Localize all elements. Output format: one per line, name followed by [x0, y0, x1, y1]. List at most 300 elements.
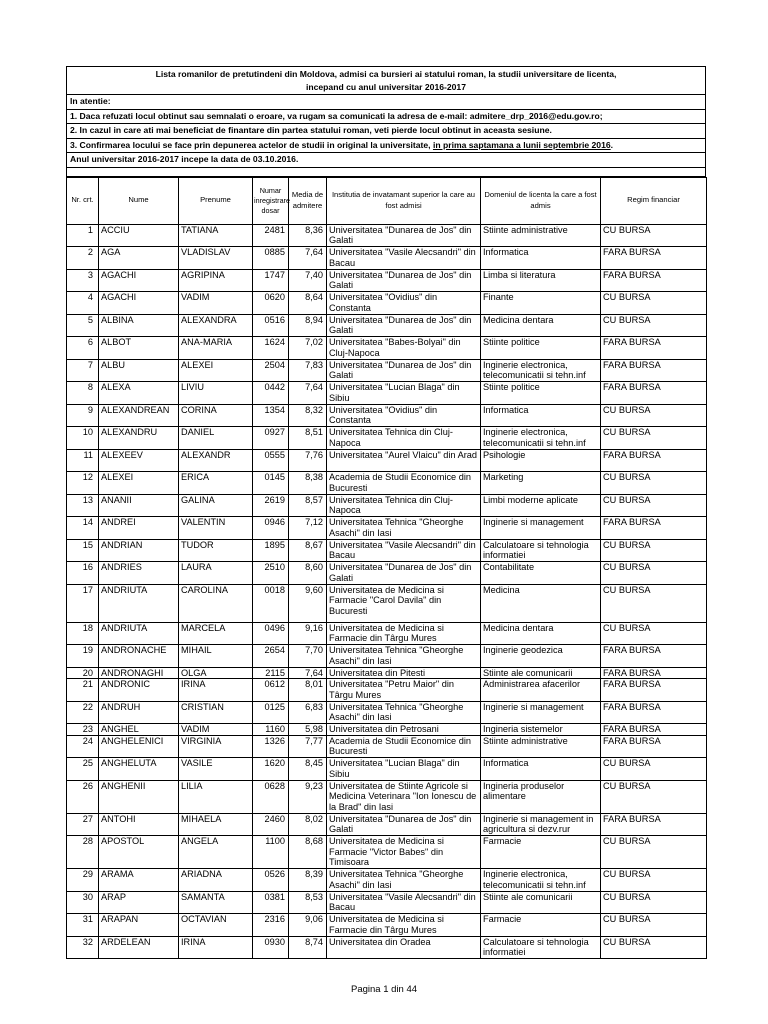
cell-nr: 22 — [67, 701, 99, 724]
cell-nume: ARAMA — [99, 869, 179, 892]
cell-nume: ANGHEL — [99, 724, 179, 736]
cell-prenume: CRISTIAN — [179, 701, 253, 724]
cell-regim: FARA BURSA — [601, 449, 707, 472]
cell-nr: 19 — [67, 645, 99, 668]
cell-dosar: 0526 — [253, 869, 289, 892]
cell-media: 7,12 — [289, 517, 327, 540]
cell-prenume: ARIADNA — [179, 869, 253, 892]
cell-nr: 2 — [67, 247, 99, 270]
cell-institutia: Universitatea de Medicina si Farmacie din Târgu Mures — [327, 914, 481, 937]
col-header-nume: Nume — [99, 177, 179, 224]
cell-dosar: 0018 — [253, 584, 289, 622]
cell-institutia: Universitatea "Ovidius" din Constanta — [327, 404, 481, 427]
cell-nr: 5 — [67, 314, 99, 337]
cell-regim: CU BURSA — [601, 780, 707, 813]
cell-regim: CU BURSA — [601, 224, 707, 247]
cell-nr: 13 — [67, 494, 99, 517]
cell-regim: FARA BURSA — [601, 724, 707, 736]
cell-institutia: Academia de Studii Economice din Bucuresti — [327, 735, 481, 758]
table-row — [67, 337, 707, 360]
cell-prenume: SAMANTA — [179, 891, 253, 914]
cell-domeniul: Inginerie electronica, telecomunicatii si tehn.inf — [481, 869, 601, 892]
table-row — [67, 494, 707, 517]
year-note: Anul universitar 2016-2017 incepe la data de 03.10.2016. — [67, 153, 706, 168]
cell-nume: ALEXANDREAN — [99, 404, 179, 427]
cell-regim: FARA BURSA — [601, 645, 707, 668]
cell-dosar: 0628 — [253, 780, 289, 813]
cell-institutia: Universitatea "Dunarea de Jos" din Galati — [327, 224, 481, 247]
cell-regim: FARA BURSA — [601, 337, 707, 360]
cell-nr: 3 — [67, 269, 99, 292]
cell-prenume: CAROLINA — [179, 584, 253, 622]
cell-institutia: Universitatea Tehnica "Gheorghe Asachi" din Iasi — [327, 869, 481, 892]
cell-prenume: LILIA — [179, 780, 253, 813]
cell-nume: AGA — [99, 247, 179, 270]
cell-prenume: VIRGINIA — [179, 735, 253, 758]
cell-nr: 17 — [67, 584, 99, 622]
cell-dosar: 0930 — [253, 936, 289, 959]
cell-media: 8,45 — [289, 758, 327, 781]
cell-nr: 16 — [67, 562, 99, 585]
cell-media: 9,60 — [289, 584, 327, 622]
cell-institutia: Universitatea de Stiinte Agricole si Medicina Veterinara "Ion Ionescu de la Brad" din Iasi — [327, 780, 481, 813]
cell-dosar: 2115 — [253, 667, 289, 679]
cell-media: 7,64 — [289, 382, 327, 405]
cell-media: 8,02 — [289, 813, 327, 836]
cell-nume: ANDREI — [99, 517, 179, 540]
cell-domeniul: Informatica — [481, 758, 601, 781]
cell-nr: 11 — [67, 449, 99, 472]
cell-nr: 6 — [67, 337, 99, 360]
cell-media: 8,94 — [289, 314, 327, 337]
cell-dosar: 1620 — [253, 758, 289, 781]
note-1: 1. Daca refuzati locul obtinut sau semnalati o eroare, va rugam sa comunicati la adresa de e-mail: admitere_drp_2016@edu.gov.ro; — [67, 109, 706, 124]
col-header-nr: Nr. crt. — [67, 177, 99, 224]
cell-regim: CU BURSA — [601, 584, 707, 622]
cell-nume: ARAP — [99, 891, 179, 914]
cell-institutia: Universitatea "Petru Maior" din Târgu Mures — [327, 679, 481, 702]
cell-nume: ALBOT — [99, 337, 179, 360]
note-3-underlined: in prima saptamana a lunii septembrie 2016 — [432, 139, 611, 150]
table-row — [67, 914, 707, 937]
cell-institutia: Universitatea de Medicina si Farmacie din Târgu Mures — [327, 622, 481, 645]
cell-institutia: Universitatea de Medicina si Farmacie "Victor Babes" din Timisoara — [327, 836, 481, 869]
cell-nume: AGACHI — [99, 292, 179, 315]
cell-media: 5,98 — [289, 724, 327, 736]
cell-dosar: 2619 — [253, 494, 289, 517]
cell-institutia: Universitatea din Oradea — [327, 936, 481, 959]
cell-institutia: Universitatea din Pitesti — [327, 667, 481, 679]
document-sheet — [66, 66, 706, 959]
admitted-students-table — [66, 177, 707, 960]
col-header-prenume: Prenume — [179, 177, 253, 224]
cell-nr: 18 — [67, 622, 99, 645]
cell-domeniul: Stiinte ale comunicarii — [481, 667, 601, 679]
cell-dosar: 2481 — [253, 224, 289, 247]
cell-dosar: 0145 — [253, 472, 289, 495]
cell-nr: 30 — [67, 891, 99, 914]
cell-media: 8,32 — [289, 404, 327, 427]
cell-domeniul: Finante — [481, 292, 601, 315]
cell-domeniul: Stiinte ale comunicarii — [481, 891, 601, 914]
cell-media: 8,51 — [289, 427, 327, 450]
cell-domeniul: Inginerie electronica, telecomunicatii si tehn.inf — [481, 427, 601, 450]
cell-media: 7,64 — [289, 667, 327, 679]
cell-nr: 24 — [67, 735, 99, 758]
attention-label: In atentie: — [67, 95, 706, 110]
cell-media: 9,23 — [289, 780, 327, 813]
table-row — [67, 382, 707, 405]
cell-institutia: Universitatea Tehnica "Gheorghe Asachi" din Iasi — [327, 701, 481, 724]
cell-dosar: 1747 — [253, 269, 289, 292]
cell-regim: CU BURSA — [601, 836, 707, 869]
cell-nume: ANDRIUTA — [99, 584, 179, 622]
col-header-media: Media de admitere — [289, 177, 327, 224]
col-header-regim: Regim financiar — [601, 177, 707, 224]
table-row — [67, 724, 707, 736]
cell-prenume: IRINA — [179, 679, 253, 702]
cell-regim: FARA BURSA — [601, 359, 707, 382]
cell-domeniul: Stiinte administrative — [481, 224, 601, 247]
cell-dosar: 0442 — [253, 382, 289, 405]
cell-nume: ANDRIUTA — [99, 622, 179, 645]
cell-dosar: 2316 — [253, 914, 289, 937]
cell-domeniul: Inginerie si management in agricultura si dezv.rur — [481, 813, 601, 836]
col-header-institutia: Institutia de invatamant superior la care au fost admisi — [327, 177, 481, 224]
table-row — [67, 780, 707, 813]
cell-nr: 8 — [67, 382, 99, 405]
table-row — [67, 869, 707, 892]
cell-dosar: 1354 — [253, 404, 289, 427]
table-row — [67, 427, 707, 450]
cell-dosar: 0496 — [253, 622, 289, 645]
cell-nume: ANDRONAGHI — [99, 667, 179, 679]
cell-regim: FARA BURSA — [601, 269, 707, 292]
cell-prenume: ALEXEI — [179, 359, 253, 382]
cell-domeniul: Medicina dentara — [481, 622, 601, 645]
cell-media: 8,68 — [289, 836, 327, 869]
cell-domeniul: Limba si literatura — [481, 269, 601, 292]
cell-institutia: Universitatea "Vasile Alecsandri" din Bacau — [327, 891, 481, 914]
cell-prenume: ALEXANDR — [179, 449, 253, 472]
cell-institutia: Universitatea "Dunarea de Jos" din Galati — [327, 359, 481, 382]
cell-prenume: ERICA — [179, 472, 253, 495]
cell-institutia: Universitatea "Dunarea de Jos" din Galati — [327, 269, 481, 292]
table-row — [67, 645, 707, 668]
cell-prenume: OCTAVIAN — [179, 914, 253, 937]
cell-dosar: 0555 — [253, 449, 289, 472]
cell-nume: ALEXEEV — [99, 449, 179, 472]
cell-institutia: Academia de Studii Economice din Bucuresti — [327, 472, 481, 495]
cell-dosar: 0885 — [253, 247, 289, 270]
cell-prenume: MARCELA — [179, 622, 253, 645]
cell-institutia: Universitatea "Dunarea de Jos" din Galati — [327, 562, 481, 585]
note-3 — [67, 138, 706, 153]
note-3-text: 3. Confirmarea locului se face prin depunerea actelor de studii in original la universitate, — [70, 139, 433, 150]
cell-domeniul: Limbi moderne aplicate — [481, 494, 601, 517]
cell-nume: ANDRONIC — [99, 679, 179, 702]
cell-prenume: TUDOR — [179, 539, 253, 562]
cell-domeniul: Inginerie si management — [481, 517, 601, 540]
cell-regim: CU BURSA — [601, 562, 707, 585]
cell-nume: ARAPAN — [99, 914, 179, 937]
cell-nume: ANDRIES — [99, 562, 179, 585]
cell-nume: ANTOHI — [99, 813, 179, 836]
cell-institutia: Universitatea "Babes-Bolyai" din Cluj-Napoca — [327, 337, 481, 360]
cell-nr: 29 — [67, 869, 99, 892]
cell-nr: 28 — [67, 836, 99, 869]
cell-institutia: Universitatea "Lucian Blaga" din Sibiu — [327, 382, 481, 405]
notes-table — [66, 66, 706, 177]
cell-prenume: LAURA — [179, 562, 253, 585]
cell-dosar: 1624 — [253, 337, 289, 360]
cell-nr: 32 — [67, 936, 99, 959]
cell-regim: CU BURSA — [601, 494, 707, 517]
cell-dosar: 1100 — [253, 836, 289, 869]
cell-nume: ALEXA — [99, 382, 179, 405]
cell-domeniul: Contabilitate — [481, 562, 601, 585]
cell-domeniul: Calculatoare si tehnologia informatiei — [481, 539, 601, 562]
cell-media: 8,67 — [289, 539, 327, 562]
cell-prenume: IRINA — [179, 936, 253, 959]
cell-prenume: AGRIPINA — [179, 269, 253, 292]
table-row — [67, 936, 707, 959]
cell-domeniul: Marketing — [481, 472, 601, 495]
cell-nr: 25 — [67, 758, 99, 781]
cell-domeniul: Inginerie electronica, telecomunicatii si tehn.inf — [481, 359, 601, 382]
cell-domeniul: Psihologie — [481, 449, 601, 472]
cell-domeniul: Stiinte administrative — [481, 735, 601, 758]
cell-media: 8,64 — [289, 292, 327, 315]
cell-domeniul: Medicina — [481, 584, 601, 622]
cell-regim: CU BURSA — [601, 404, 707, 427]
cell-media: 8,53 — [289, 891, 327, 914]
cell-regim: FARA BURSA — [601, 701, 707, 724]
cell-institutia: Universitatea de Medicina si Farmacie "Carol Davila" din Bucuresti — [327, 584, 481, 622]
cell-prenume: VADIM — [179, 724, 253, 736]
table-row — [67, 449, 707, 472]
cell-prenume: MIHAIL — [179, 645, 253, 668]
cell-media: 7,76 — [289, 449, 327, 472]
cell-institutia: Universitatea Tehnica din Cluj-Napoca — [327, 494, 481, 517]
cell-media: 8,01 — [289, 679, 327, 702]
cell-nr: 27 — [67, 813, 99, 836]
table-row — [67, 292, 707, 315]
cell-nume: ALEXEI — [99, 472, 179, 495]
cell-dosar: 0620 — [253, 292, 289, 315]
table-row — [67, 314, 707, 337]
cell-domeniul: Calculatoare si tehnologia informatiei — [481, 936, 601, 959]
table-row — [67, 517, 707, 540]
cell-domeniul: Farmacie — [481, 836, 601, 869]
cell-prenume: LIVIU — [179, 382, 253, 405]
cell-media: 8,74 — [289, 936, 327, 959]
cell-domeniul: Ingineria sistemelor — [481, 724, 601, 736]
cell-regim: CU BURSA — [601, 539, 707, 562]
cell-dosar: 0927 — [253, 427, 289, 450]
cell-media: 8,36 — [289, 224, 327, 247]
title-line-2: incepand cu anul universitar 2016-2017 — [305, 81, 466, 92]
cell-dosar: 0381 — [253, 891, 289, 914]
cell-media: 9,06 — [289, 914, 327, 937]
cell-institutia: Universitatea "Dunarea de Jos" din Galati — [327, 314, 481, 337]
cell-nr: 21 — [67, 679, 99, 702]
cell-nume: ARDELEAN — [99, 936, 179, 959]
cell-prenume: VALENTIN — [179, 517, 253, 540]
table-row — [67, 701, 707, 724]
cell-prenume: OLGA — [179, 667, 253, 679]
table-row — [67, 404, 707, 427]
cell-regim: CU BURSA — [601, 427, 707, 450]
cell-nr: 20 — [67, 667, 99, 679]
table-row — [67, 359, 707, 382]
page-number: Pagina 1 din 44 — [350, 984, 418, 995]
cell-dosar: 1326 — [253, 735, 289, 758]
title-line-1: Lista romanilor de pretutindeni din Moldova, admisi ca bursieri ai statului roman, la studii universitare de licenta, — [155, 69, 617, 79]
table-row — [67, 584, 707, 622]
table-row — [67, 758, 707, 781]
cell-dosar: 0946 — [253, 517, 289, 540]
table-row — [67, 562, 707, 585]
cell-nr: 1 — [67, 224, 99, 247]
cell-media: 8,38 — [289, 472, 327, 495]
cell-institutia: Universitatea Tehnica din Cluj-Napoca — [327, 427, 481, 450]
cell-regim: CU BURSA — [601, 314, 707, 337]
cell-dosar: 2510 — [253, 562, 289, 585]
cell-prenume: DANIEL — [179, 427, 253, 450]
cell-prenume: VADIM — [179, 292, 253, 315]
cell-nr: 9 — [67, 404, 99, 427]
col-header-domeniul: Domeniul de licenta la care a fost admis — [481, 177, 601, 224]
cell-domeniul: Informatica — [481, 247, 601, 270]
cell-institutia: Universitatea "Vasile Alecsandri" din Bacau — [327, 247, 481, 270]
cell-regim: FARA BURSA — [601, 247, 707, 270]
cell-media: 7,64 — [289, 247, 327, 270]
cell-nume: ANGHENII — [99, 780, 179, 813]
table-row — [67, 891, 707, 914]
cell-nr: 15 — [67, 539, 99, 562]
cell-regim: FARA BURSA — [601, 667, 707, 679]
cell-dosar: 0125 — [253, 701, 289, 724]
table-row — [67, 269, 707, 292]
header-row — [67, 177, 707, 224]
cell-institutia: Universitatea Tehnica "Gheorghe Asachi" din Iasi — [327, 517, 481, 540]
cell-regim: CU BURSA — [601, 914, 707, 937]
cell-nr: 23 — [67, 724, 99, 736]
table-body — [67, 224, 707, 959]
cell-nume: ALEXANDRU — [99, 427, 179, 450]
cell-prenume: VASILE — [179, 758, 253, 781]
table-row — [67, 667, 707, 679]
cell-nume: ANDRIAN — [99, 539, 179, 562]
cell-dosar: 2654 — [253, 645, 289, 668]
document-title — [67, 67, 706, 95]
cell-regim: FARA BURSA — [601, 382, 707, 405]
table-row — [67, 622, 707, 645]
cell-institutia: Universitatea Tehnica "Gheorghe Asachi" din Iasi — [327, 645, 481, 668]
cell-regim: FARA BURSA — [601, 517, 707, 540]
cell-media: 7,40 — [289, 269, 327, 292]
cell-nume: ANGHELUTA — [99, 758, 179, 781]
cell-prenume: ANA-MARIA — [179, 337, 253, 360]
cell-prenume: CORINA — [179, 404, 253, 427]
cell-domeniul: Informatica — [481, 404, 601, 427]
cell-regim: FARA BURSA — [601, 735, 707, 758]
cell-domeniul: Inginerie si management — [481, 701, 601, 724]
cell-media: 7,77 — [289, 735, 327, 758]
col-header-dosar: Numar inregistrare dosar — [253, 177, 289, 224]
cell-nume: ACCIU — [99, 224, 179, 247]
cell-institutia: Universitatea "Ovidius" din Constanta — [327, 292, 481, 315]
cell-nr: 14 — [67, 517, 99, 540]
blank-row — [67, 167, 706, 176]
cell-nume: ALBINA — [99, 314, 179, 337]
cell-nume: AGACHI — [99, 269, 179, 292]
cell-institutia: Universitatea "Dunarea de Jos" din Galati — [327, 813, 481, 836]
cell-prenume: VLADISLAV — [179, 247, 253, 270]
cell-domeniul: Inginerie geodezica — [481, 645, 601, 668]
cell-institutia: Universitatea din Petrosani — [327, 724, 481, 736]
table-row — [67, 472, 707, 495]
cell-domeniul: Ingineria produselor alimentare — [481, 780, 601, 813]
cell-media: 8,39 — [289, 869, 327, 892]
cell-regim: CU BURSA — [601, 936, 707, 959]
cell-dosar: 0612 — [253, 679, 289, 702]
cell-nume: ANGHELENICI — [99, 735, 179, 758]
cell-institutia: Universitatea "Aurel Vlaicu" din Arad — [327, 449, 481, 472]
cell-media: 7,70 — [289, 645, 327, 668]
cell-dosar: 0516 — [253, 314, 289, 337]
cell-media: 8,57 — [289, 494, 327, 517]
cell-dosar: 1895 — [253, 539, 289, 562]
cell-prenume: GALINA — [179, 494, 253, 517]
cell-nr: 26 — [67, 780, 99, 813]
cell-prenume: TATIANA — [179, 224, 253, 247]
cell-media: 7,02 — [289, 337, 327, 360]
cell-domeniul: Stiinte politice — [481, 337, 601, 360]
cell-nr: 12 — [67, 472, 99, 495]
cell-regim: CU BURSA — [601, 869, 707, 892]
cell-media: 9,16 — [289, 622, 327, 645]
cell-nume: APOSTOL — [99, 836, 179, 869]
cell-prenume: MIHAELA — [179, 813, 253, 836]
note-3-end: . — [610, 139, 614, 150]
cell-dosar: 1160 — [253, 724, 289, 736]
table-row — [67, 735, 707, 758]
table-row — [67, 836, 707, 869]
table-row — [67, 247, 707, 270]
cell-regim: CU BURSA — [601, 622, 707, 645]
cell-nr: 4 — [67, 292, 99, 315]
cell-nume: ANDRUH — [99, 701, 179, 724]
table-row — [67, 224, 707, 247]
cell-domeniul: Medicina dentara — [481, 314, 601, 337]
cell-prenume: ANGELA — [179, 836, 253, 869]
cell-regim: CU BURSA — [601, 891, 707, 914]
cell-regim: CU BURSA — [601, 472, 707, 495]
cell-domeniul: Farmacie — [481, 914, 601, 937]
cell-nume: ALBU — [99, 359, 179, 382]
cell-media: 6,83 — [289, 701, 327, 724]
cell-dosar: 2504 — [253, 359, 289, 382]
cell-nr: 7 — [67, 359, 99, 382]
cell-nume: ANDRONACHE — [99, 645, 179, 668]
table-row — [67, 679, 707, 702]
cell-institutia: Universitatea "Lucian Blaga" din Sibiu — [327, 758, 481, 781]
cell-domeniul: Administrarea afacerilor — [481, 679, 601, 702]
cell-prenume: ALEXANDRA — [179, 314, 253, 337]
table-row — [67, 813, 707, 836]
